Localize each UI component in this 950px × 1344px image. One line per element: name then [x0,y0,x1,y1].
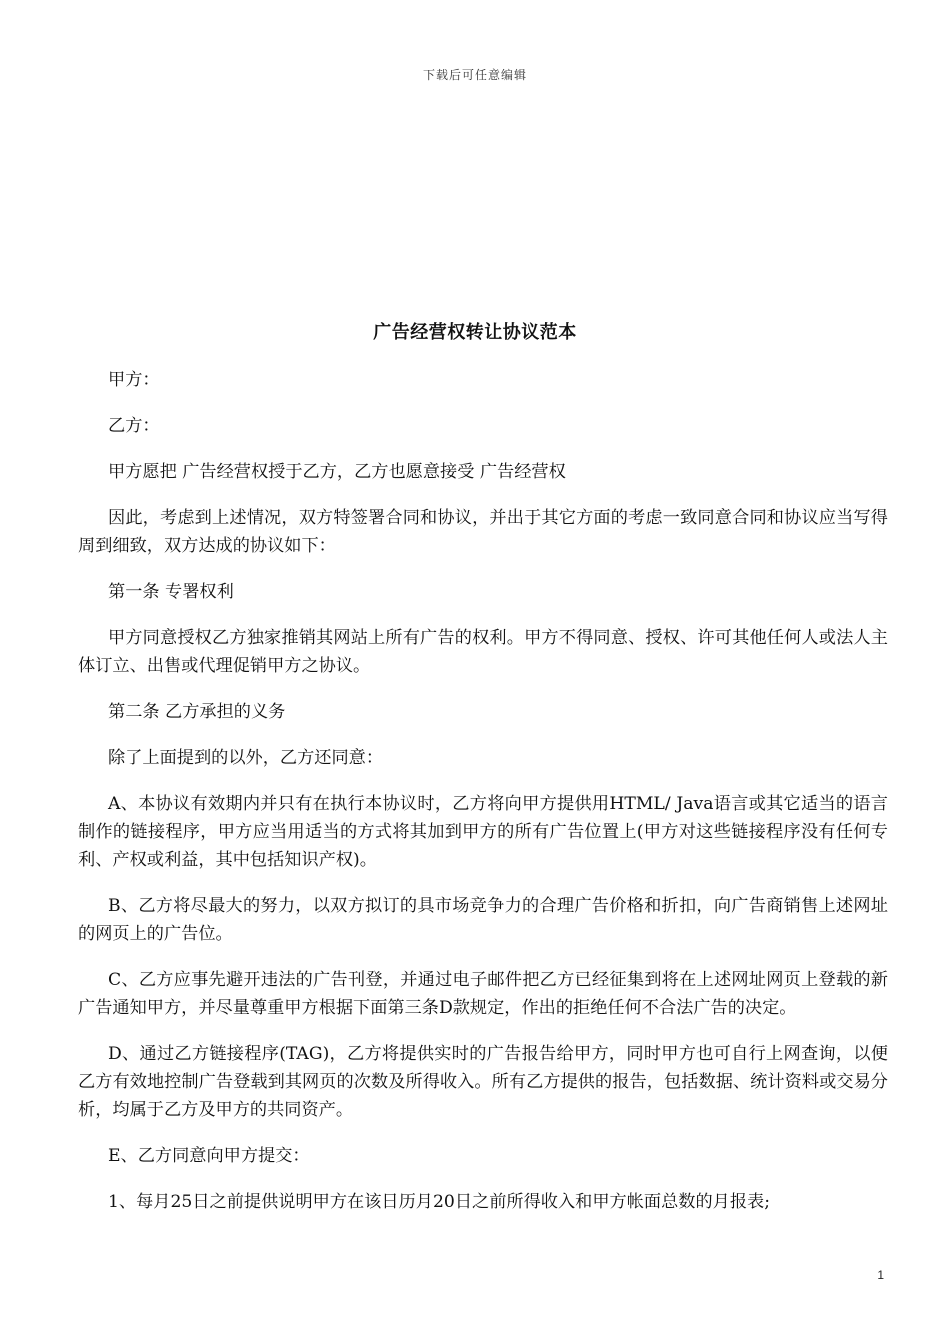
party-b-line: 乙方： [108,416,160,436]
paragraph: 除了上面提到的以外，乙方还同意： [108,748,384,768]
document-title: 广告经营权转让协议范本 [373,322,577,343]
page-number: 1 [877,1268,884,1282]
clause-b: B、乙方将尽最大的努力，以双方拟订的具市场竞争力的合理广告价格和折扣，向广告商销售上述网址的网页上的广告位。 [78,896,888,944]
paragraph: 甲方愿把 广告经营权授于乙方，乙方也愿意接受 广告经营权 [108,462,566,482]
clause-e: E、乙方同意向甲方提交： [108,1146,310,1166]
paragraph: 因此，考虑到上述情况，双方特签署合同和协议，并出于其它方面的考虑一致同意合同和协议应当写得周到细致，双方达成的协议如下： [78,508,888,556]
article-heading: 第一条 专署权利 [108,582,234,602]
paragraph: 甲方同意授权乙方独家推销其网站上所有广告的权利。甲方不得同意、授权、许可其他任何人或法人主体订立、出售或代理促销甲方之协议。 [78,628,888,676]
clause-d: D、通过乙方链接程序(TAG)，乙方将提供实时的广告报告给甲方，同时甲方也可自行上网查询，以便乙方有效地控制广告登载到其网页的次数及所得收入。所有乙方提供的报告，包括数据、统计资料或交易分析，均属于乙方及甲方的共同资产。 [78,1044,888,1120]
clause-a: A、本协议有效期内并只有在执行本协议时，乙方将向甲方提供用HTML/ Java语言或其它适当的语言制作的链接程序，甲方应当用适当的方式将其加到甲方的所有广告位置上(甲方对这些链接程序没有任何专利、产权或利益，其中包括知识产权)。 [78,794,888,870]
sub-clause-1: 1、每月25日之前提供说明甲方在该日历月20日之前所得收入和甲方帐面总数的月报表; [108,1192,771,1212]
clause-c: C、乙方应事先避开违法的广告刊登，并通过电子邮件把乙方已经征集到将在上述网址网页上登载的新广告通知甲方，并尽量尊重甲方根据下面第三条D款规定，作出的拒绝任何不合法广告的决定。 [78,970,888,1018]
party-a-line: 甲方： [108,370,160,390]
header-note: 下载后可任意编辑 [422,68,527,82]
article-heading: 第二条 乙方承担的义务 [108,702,286,722]
document-body [78,366,888,1234]
